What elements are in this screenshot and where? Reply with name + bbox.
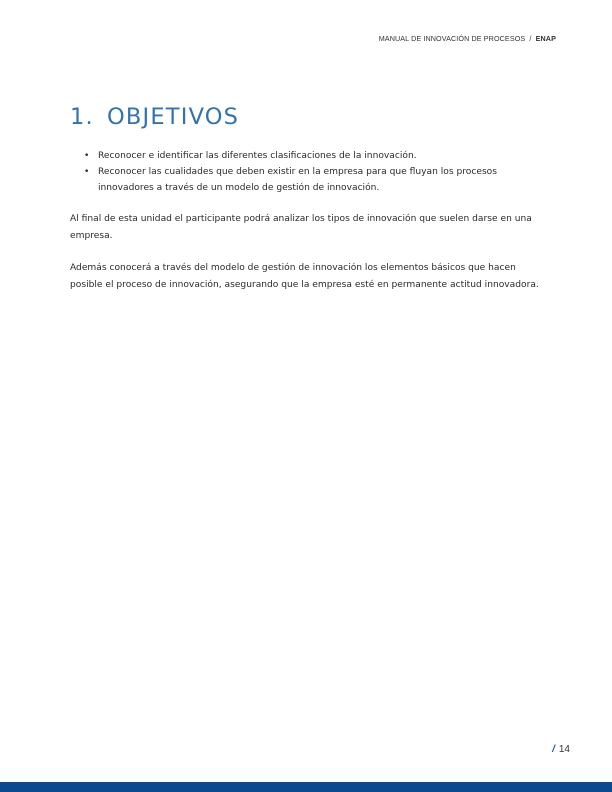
running-header — [379, 34, 556, 43]
manual-title: MANUAL DE INNOVACIÓN DE PROCESOS — [378, 34, 526, 43]
page-number-value: 14 — [558, 744, 570, 755]
bullet-icon: • — [84, 151, 90, 161]
section-heading — [70, 104, 239, 130]
body-paragraph: Además conocerá a través del modelo de gestión de innovación los elementos básicos que hacen posible el proceso de innovación, asegurando que la empresa esté en permanente actitud innovadora. — [70, 263, 539, 290]
objective-text: Reconocer e identificar las diferentes clasificaciones de la innovación. — [98, 151, 417, 161]
header-separator: / — [529, 34, 532, 43]
objective-item — [84, 148, 554, 164]
body-paragraph: Al final de esta unidad el participante podrá analizar los tipos de innovación que suelen darse en una empresa. — [70, 214, 532, 241]
objectives-list — [84, 148, 554, 196]
footer-bar — [0, 782, 612, 792]
section-number: 1. — [70, 104, 94, 130]
page-number — [552, 744, 570, 755]
page-number-slash: / — [552, 744, 555, 755]
organization-name: ENAP — [535, 34, 556, 43]
objective-item — [84, 164, 554, 196]
bullet-icon: • — [84, 167, 90, 177]
section-title: OBJETIVOS — [107, 104, 240, 130]
objective-text: Reconocer las cualidades que deben existir en la empresa para que fluyan los procesos innovadores a través de un modelo de gestión de innovación. — [98, 167, 497, 193]
